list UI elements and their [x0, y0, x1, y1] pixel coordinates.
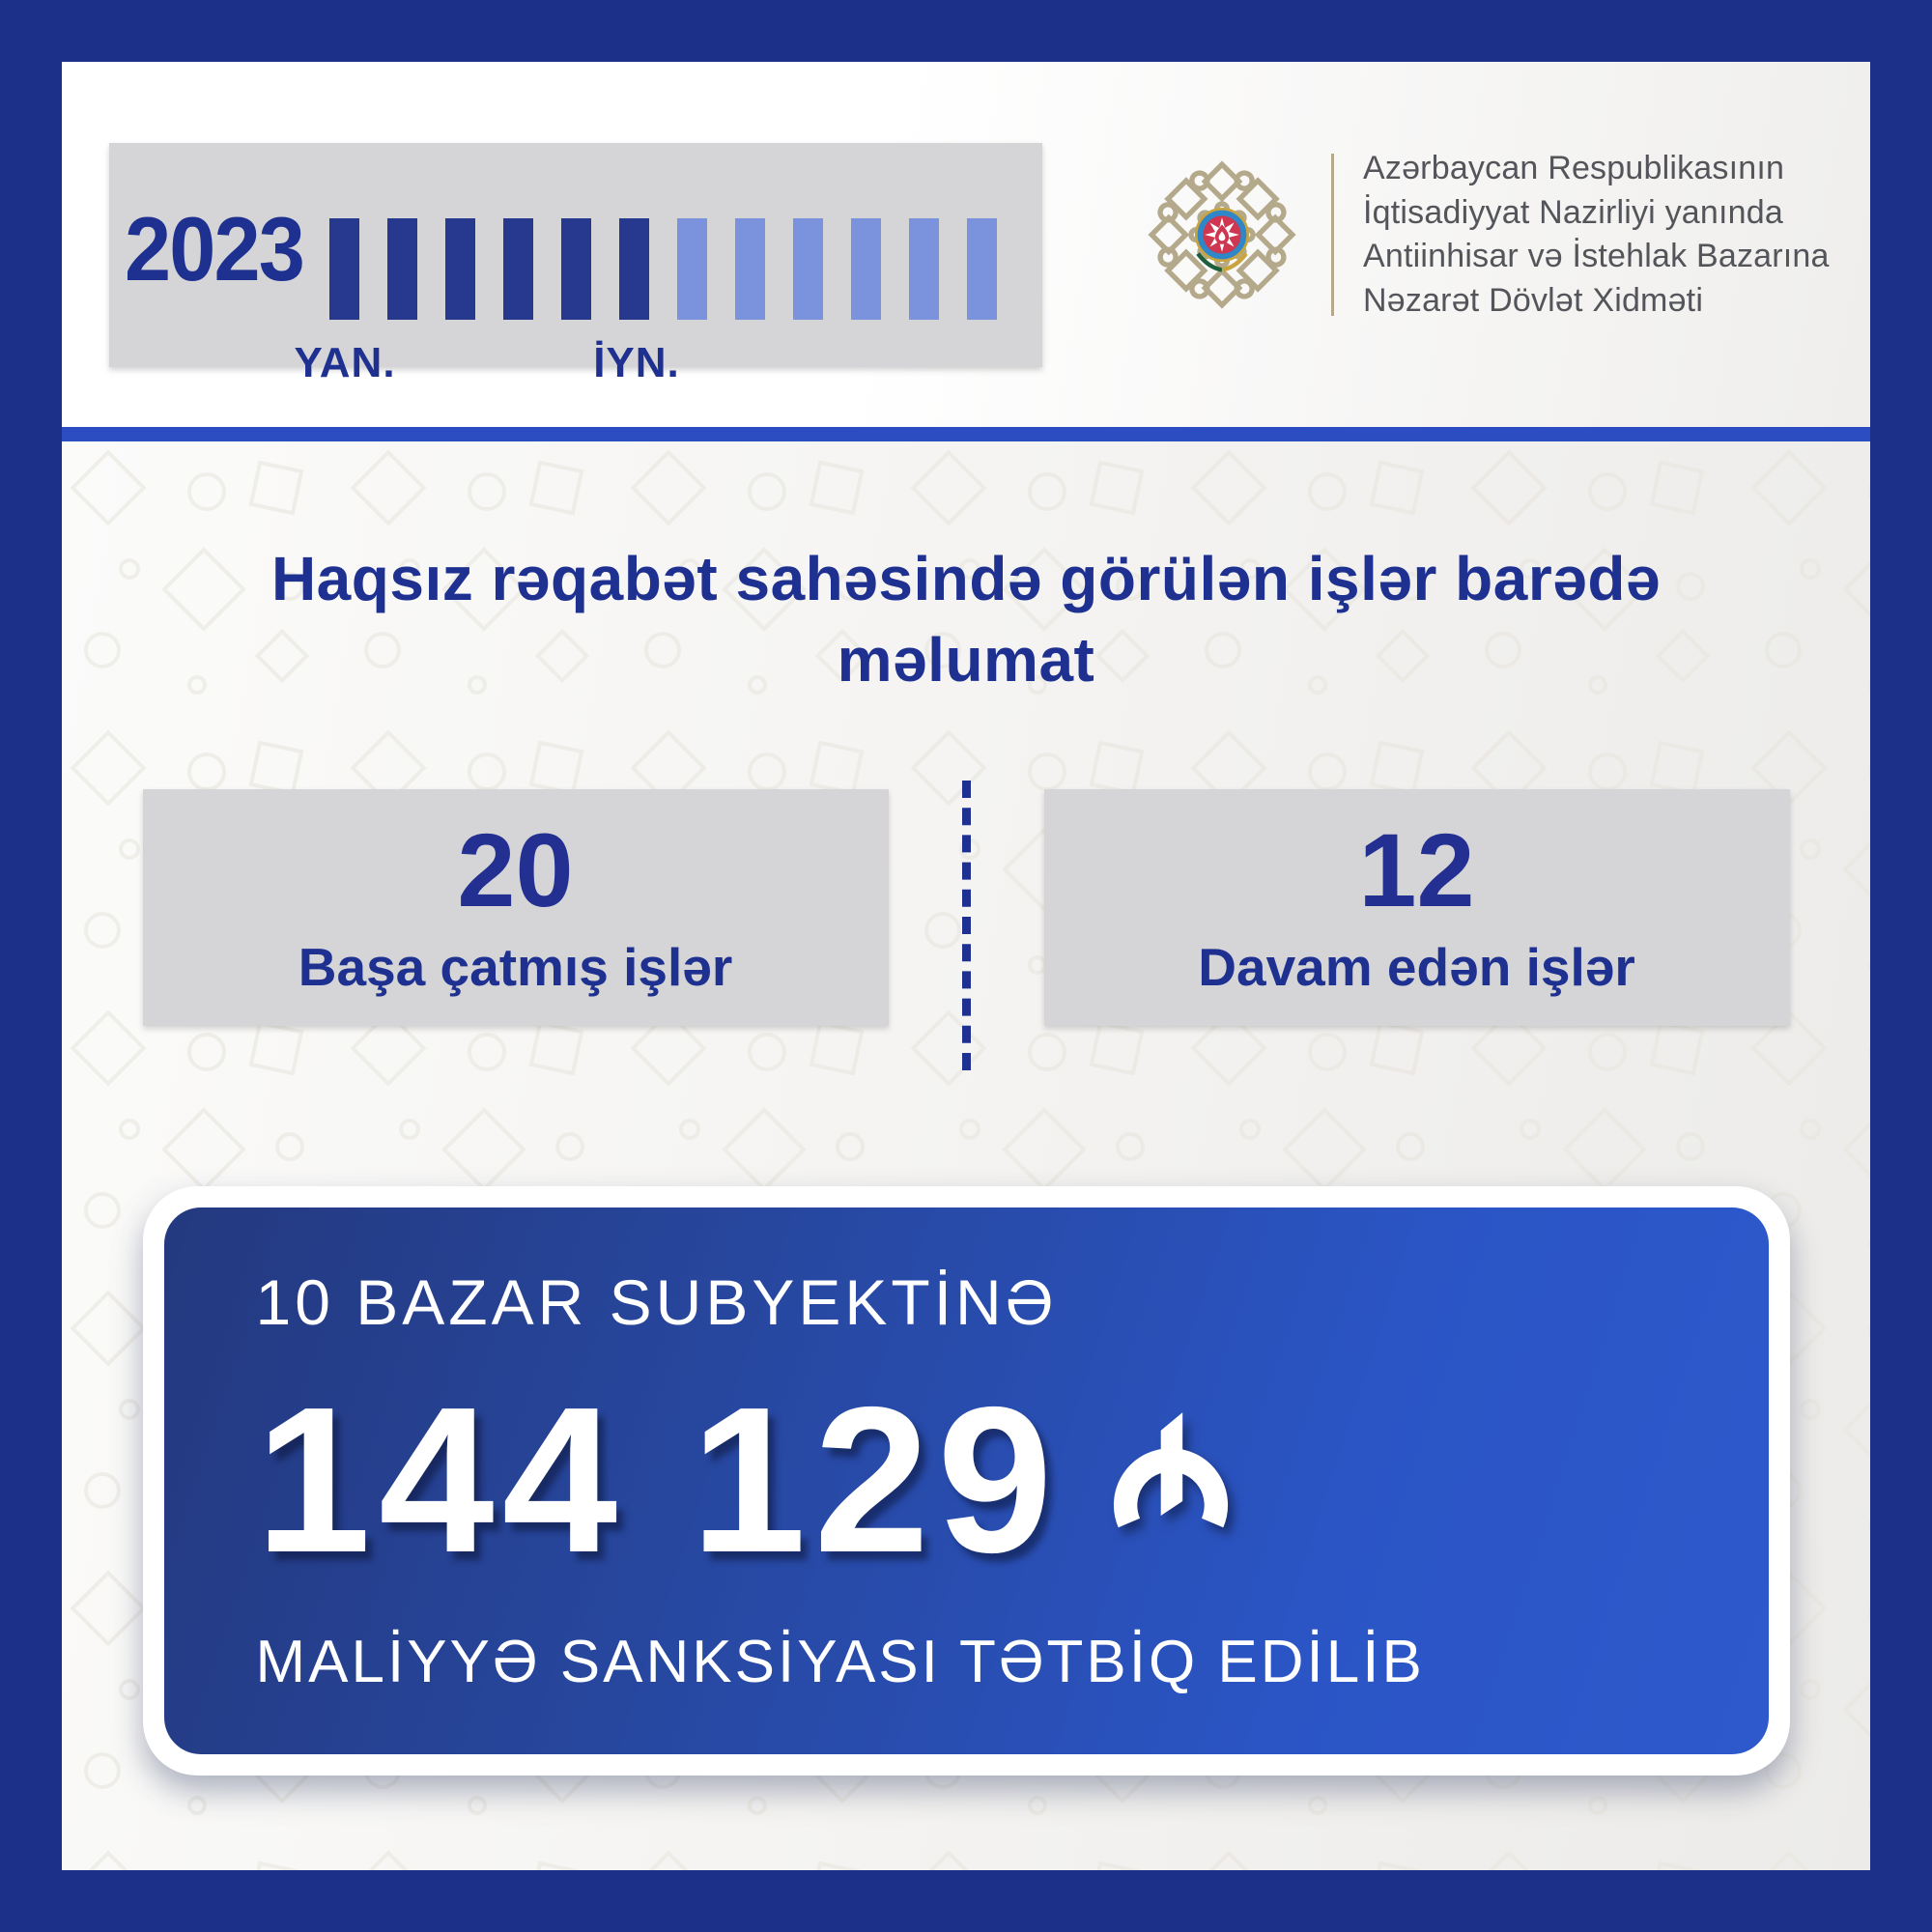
sanction-card-inner	[164, 1208, 1769, 1754]
agency-name-line: Azərbaycan Respublikasının	[1363, 150, 1785, 186]
sanction-card	[143, 1186, 1790, 1776]
month-bar	[851, 218, 881, 320]
month-bar	[329, 218, 359, 320]
agency-name-line: Antiinhisar və İstehlak Bazarına	[1363, 238, 1830, 275]
agency-logo	[1136, 147, 1830, 323]
stats-row	[62, 763, 1870, 1053]
month-bar	[619, 218, 649, 320]
month-label-start: YAN.	[294, 339, 396, 386]
manat-symbol-icon	[1107, 1400, 1235, 1545]
stat-card-ongoing	[1044, 789, 1790, 1026]
sanction-caption: MALİYYƏ SANKSİYASI TƏTBİQ EDİLİB	[255, 1628, 1425, 1695]
stat-card-completed	[143, 789, 889, 1026]
month-label-mid: İYN.	[593, 339, 680, 386]
month-bar	[387, 218, 417, 320]
stat-label: Davam edən işlər	[1198, 936, 1635, 997]
stat-label: Başa çatmış işlər	[298, 936, 733, 997]
logo-divider	[1331, 154, 1334, 316]
month-bar	[677, 218, 707, 320]
month-bar	[793, 218, 823, 320]
agency-name	[1363, 147, 1830, 323]
page-title: Haqsız rəqabət sahəsində görülən işlər barədə məlumat	[270, 544, 1662, 696]
header-rule	[62, 427, 1870, 441]
month-bars	[329, 218, 997, 320]
agency-name-line: Nəzarət Dövlət Xidməti	[1363, 281, 1704, 319]
sanction-subject-line: 10 BAZAR SUBYEKTİNƏ	[255, 1265, 1058, 1338]
month-bar	[967, 218, 997, 320]
month-bar	[445, 218, 475, 320]
stat-value: 12	[1358, 810, 1475, 928]
stat-value: 20	[457, 810, 574, 928]
year-label: 2023	[125, 198, 304, 299]
period-panel	[109, 143, 1042, 386]
sanction-amount: 144 129	[255, 1362, 1061, 1596]
emblem-icon	[1136, 149, 1308, 321]
agency-name-line: İqtisadiyyat Nazirliyi yanında	[1363, 193, 1783, 231]
month-bar	[735, 218, 765, 320]
month-bar	[503, 218, 533, 320]
header	[62, 62, 1870, 427]
month-bar	[561, 218, 591, 320]
content-area	[62, 441, 1870, 1870]
month-bar	[909, 218, 939, 320]
infographic-card	[62, 62, 1870, 1870]
dashed-divider	[962, 781, 971, 1070]
sanction-amount-row	[255, 1362, 1769, 1596]
